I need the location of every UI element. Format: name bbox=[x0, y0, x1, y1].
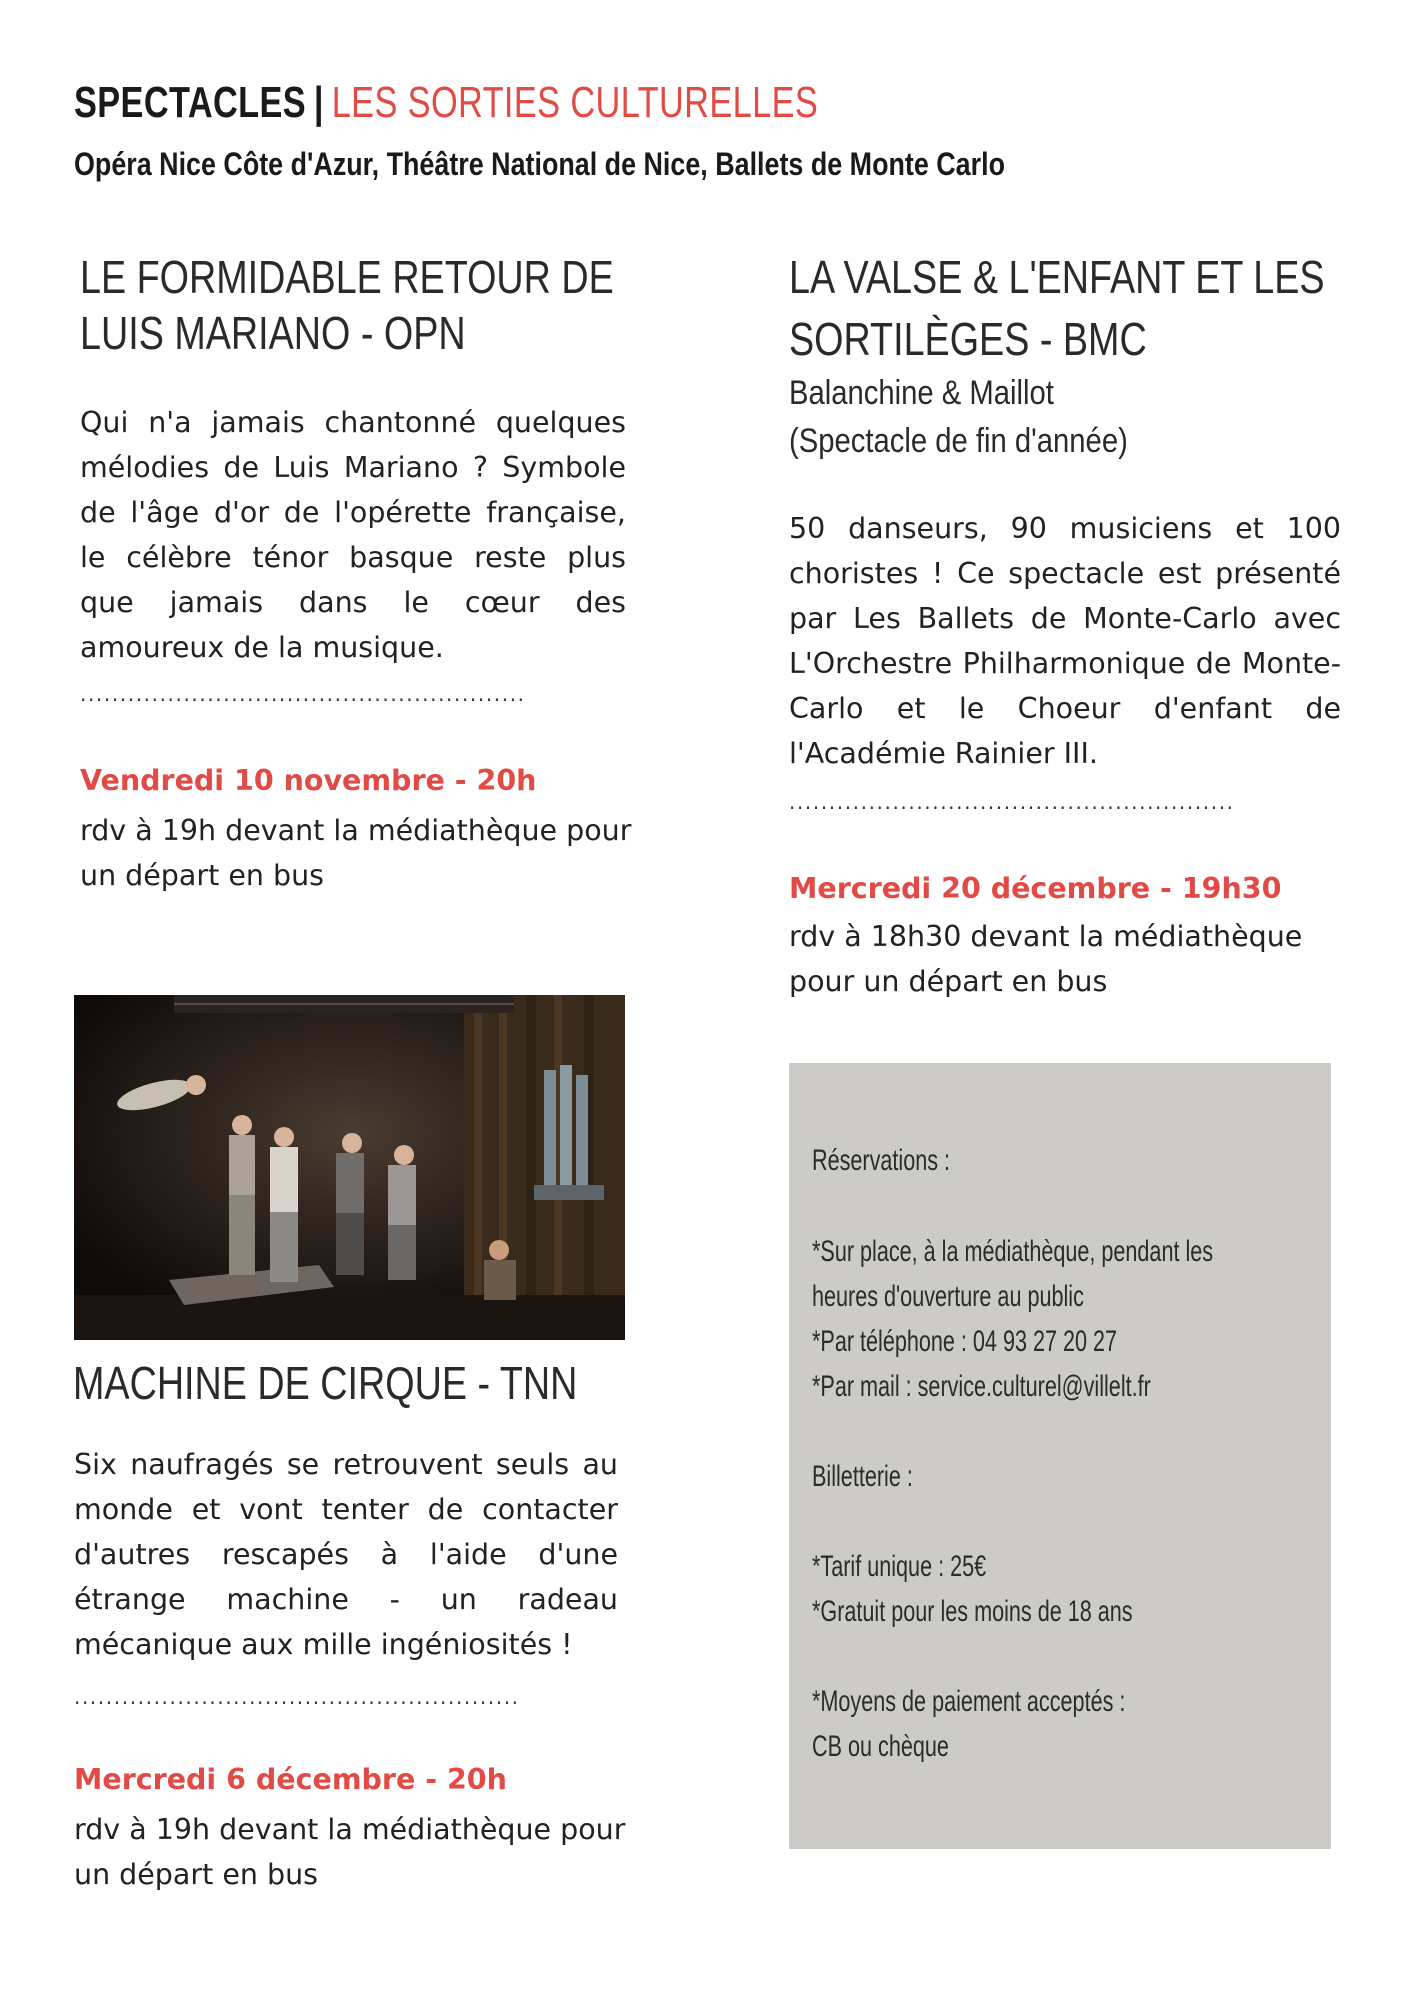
section-label: LES SORTIES CULTURELLES bbox=[331, 78, 819, 127]
event-3-title-line1: LA VALSE & L'ENFANT ET LES bbox=[789, 251, 1325, 303]
event-3-meeting: rdv à 18h30 devant la médiathèque pour un départ en bus bbox=[789, 920, 1303, 998]
ticketing-heading: Billetterie : bbox=[812, 1460, 913, 1493]
event-3-title-line2: SORTILÈGES - BMC bbox=[789, 313, 1147, 365]
payment-line1: *Moyens de paiement acceptés : bbox=[812, 1685, 1126, 1718]
circus-performance-photo bbox=[74, 995, 625, 1340]
event-1-title-line2: LUIS MARIANO - OPN bbox=[80, 307, 466, 359]
venues-subtitle: Opéra Nice Côte d'Azur, Théâtre National de Nice, Ballets de Monte Carlo bbox=[74, 146, 1005, 182]
ticket-free: *Gratuit pour les moins de 18 ans bbox=[812, 1595, 1133, 1628]
event-2-title: MACHINE DE CIRQUE - TNN bbox=[73, 1357, 578, 1409]
payment-line2: CB ou chèque bbox=[812, 1730, 949, 1763]
reservation-onsite-line2: heures d'ouverture au public bbox=[812, 1280, 1084, 1313]
category-label: SPECTACLES bbox=[74, 78, 307, 127]
event-2-divider: ........................................................ bbox=[74, 1685, 520, 1709]
reservations-info-box bbox=[789, 1063, 1331, 1849]
stage-photo-illustration bbox=[74, 995, 625, 1340]
event-3-divider: ........................................................ bbox=[789, 790, 1235, 814]
event-1-divider: ........................................................ bbox=[80, 682, 526, 706]
title-separator: | bbox=[313, 78, 324, 127]
ticket-price: *Tarif unique : 25€ bbox=[812, 1550, 987, 1583]
event-2-meeting: rdv à 19h devant la médiathèque pour un départ en bus bbox=[74, 1813, 626, 1891]
reservation-onsite-line1: *Sur place, à la médiathèque, pendant les bbox=[812, 1235, 1214, 1268]
event-2-description: Six naufragés se retrouvent seuls au monde et vont tenter de contacter d'autres rescapés à l'aide d'une étrange machine - un radeau mécanique aux mille ingéniosités ! bbox=[74, 1448, 618, 1661]
page-title bbox=[74, 78, 818, 128]
event-3-subtitle-line1: Balanchine & Maillot bbox=[789, 374, 1054, 412]
reservations-heading: Réservations : bbox=[812, 1144, 951, 1177]
event-1-date: Vendredi 10 novembre - 20h bbox=[80, 764, 537, 797]
event-2-date: Mercredi 6 décembre - 20h bbox=[74, 1763, 507, 1796]
event-1-title-line1: LE FORMIDABLE RETOUR DE bbox=[80, 251, 614, 303]
event-3-description: 50 danseurs, 90 musiciens et 100 choristes ! Ce spectacle est présenté par Les Ballets de Monte-Carlo avec L'Orchestre Philharmonique de Monte-Carlo et le Choeur d'enfant de l'Académie Rainier III. bbox=[789, 512, 1341, 770]
event-3-date: Mercredi 20 décembre - 19h30 bbox=[789, 872, 1282, 905]
event-1-description: Qui n'a jamais chantonné quelques mélodies de Luis Mariano ? Symbole de l'âge d'or de l'opérette française, le célèbre ténor basque reste plus que jamais dans le cœur des amoureux de la musique. bbox=[80, 406, 626, 664]
event-3-subtitle-line2: (Spectacle de fin d'année) bbox=[789, 422, 1128, 460]
reservation-email: *Par mail : service.culturel@villelt.fr bbox=[812, 1370, 1151, 1403]
event-1-meeting: rdv à 19h devant la médiathèque pour un départ en bus bbox=[80, 814, 632, 892]
reservation-phone: *Par téléphone : 04 93 27 20 27 bbox=[812, 1325, 1118, 1358]
